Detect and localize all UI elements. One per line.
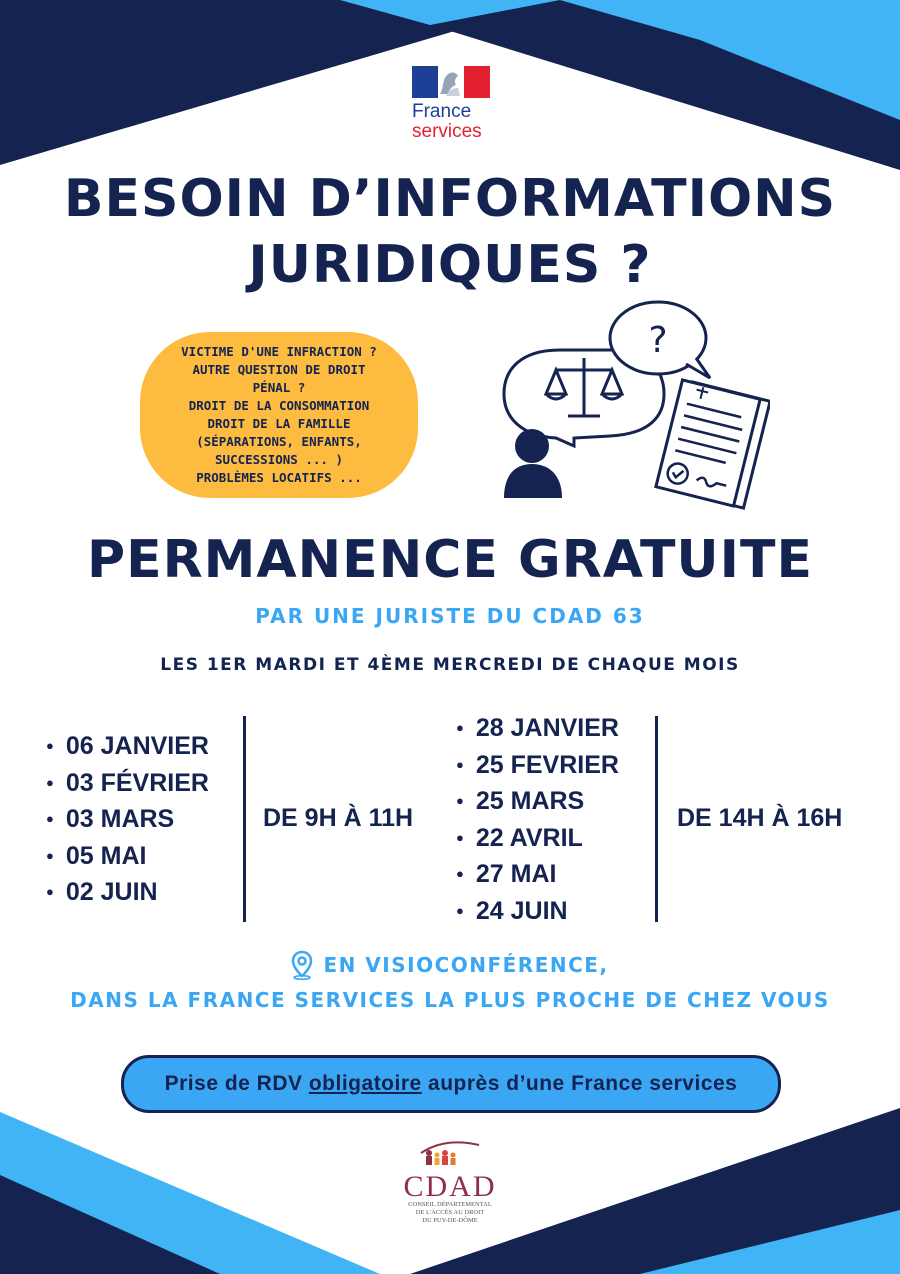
morning-dates-list [46, 728, 209, 911]
cdad-logo [398, 1135, 502, 1225]
logo-line-services: services [412, 121, 482, 142]
title-line-2: JURIDIQUES ? [248, 235, 652, 295]
permanence-frequency: LES 1ER MARDI ET 4ÈME MERCREDI DE CHAQUE MOIS [160, 655, 740, 675]
question-mark: ? [648, 320, 668, 361]
list-item: ● 02 JUIN [46, 874, 209, 911]
list-item: ● 05 MAI [46, 838, 209, 875]
list-item: ● 22 AVRIL [456, 820, 619, 857]
title-line-1: BESOIN D’INFORMATIONS [63, 169, 837, 229]
divider [243, 716, 246, 922]
topic-line: VICTIME D'UNE INFRACTION ? [181, 344, 377, 359]
logo-line-france: France [412, 101, 472, 122]
list-item: ● 03 MARS [46, 801, 209, 838]
permanence-title: PERMANENCE GRATUITE [87, 530, 813, 590]
rdv-text-emphasis: obligatoire [308, 1072, 422, 1095]
rdv-text-before: Prise de RDV [164, 1072, 309, 1095]
cdad-sub-line: DU PUY-DE-DÔME [422, 1217, 478, 1224]
permanence-subtitle: PAR UNE JURISTE DU CDAD 63 [255, 604, 645, 628]
list-item: ● 24 JUIN [456, 893, 619, 930]
document-icon [656, 380, 770, 508]
location-pin-icon [291, 950, 313, 980]
marianne-flag-icon [412, 66, 490, 98]
france-services-logo [412, 66, 492, 142]
list-item: ● 28 JANVIER [456, 710, 619, 747]
morning-hours: DE 9H À 11H [263, 804, 414, 832]
list-item: ● 06 JANVIER [46, 728, 209, 765]
rdv-banner [121, 1055, 781, 1113]
topic-line: PROBLÈMES LOCATIFS ... [196, 470, 362, 485]
cdad-emblem-icon [415, 1135, 485, 1169]
topic-line: (SÉPARATIONS, ENFANTS, [196, 434, 362, 449]
person-icon [504, 429, 562, 498]
rdv-text-after: auprès d’une France services [421, 1072, 738, 1095]
cdad-subtitle [398, 1201, 502, 1225]
list-item: ● 27 MAI [456, 856, 619, 893]
visio-line [0, 950, 900, 980]
cdad-sub-line: CONSEIL DÉPARTEMENTAL [408, 1201, 492, 1208]
afternoon-hours: DE 14H À 16H [677, 804, 843, 832]
topic-line: DROIT DE LA FAMILLE [207, 416, 351, 431]
visio-label: EN VISIOCONFÉRENCE, [323, 953, 609, 977]
location-detail: DANS LA FRANCE SERVICES LA PLUS PROCHE DE CHEZ VOUS [70, 988, 830, 1012]
topic-line: PÉNAL ? [252, 380, 306, 395]
topic-line: SUCCESSIONS ... ) [215, 452, 343, 467]
list-item: ● 25 FEVRIER [456, 747, 619, 784]
afternoon-dates-list [456, 710, 619, 930]
list-item: ● 25 MARS [456, 783, 619, 820]
topic-line: AUTRE QUESTION DE DROIT [192, 362, 366, 377]
cdad-name: CDAD [403, 1170, 497, 1203]
list-item: ● 03 FÉVRIER [46, 765, 209, 802]
page-title [0, 166, 900, 298]
divider [655, 716, 658, 922]
topics-bubble [140, 332, 418, 498]
cdad-sub-line: DE L'ACCÈS AU DROIT [415, 1209, 485, 1216]
topic-line: DROIT DE LA CONSOMMATION [188, 398, 370, 413]
legal-illustration [500, 298, 770, 520]
